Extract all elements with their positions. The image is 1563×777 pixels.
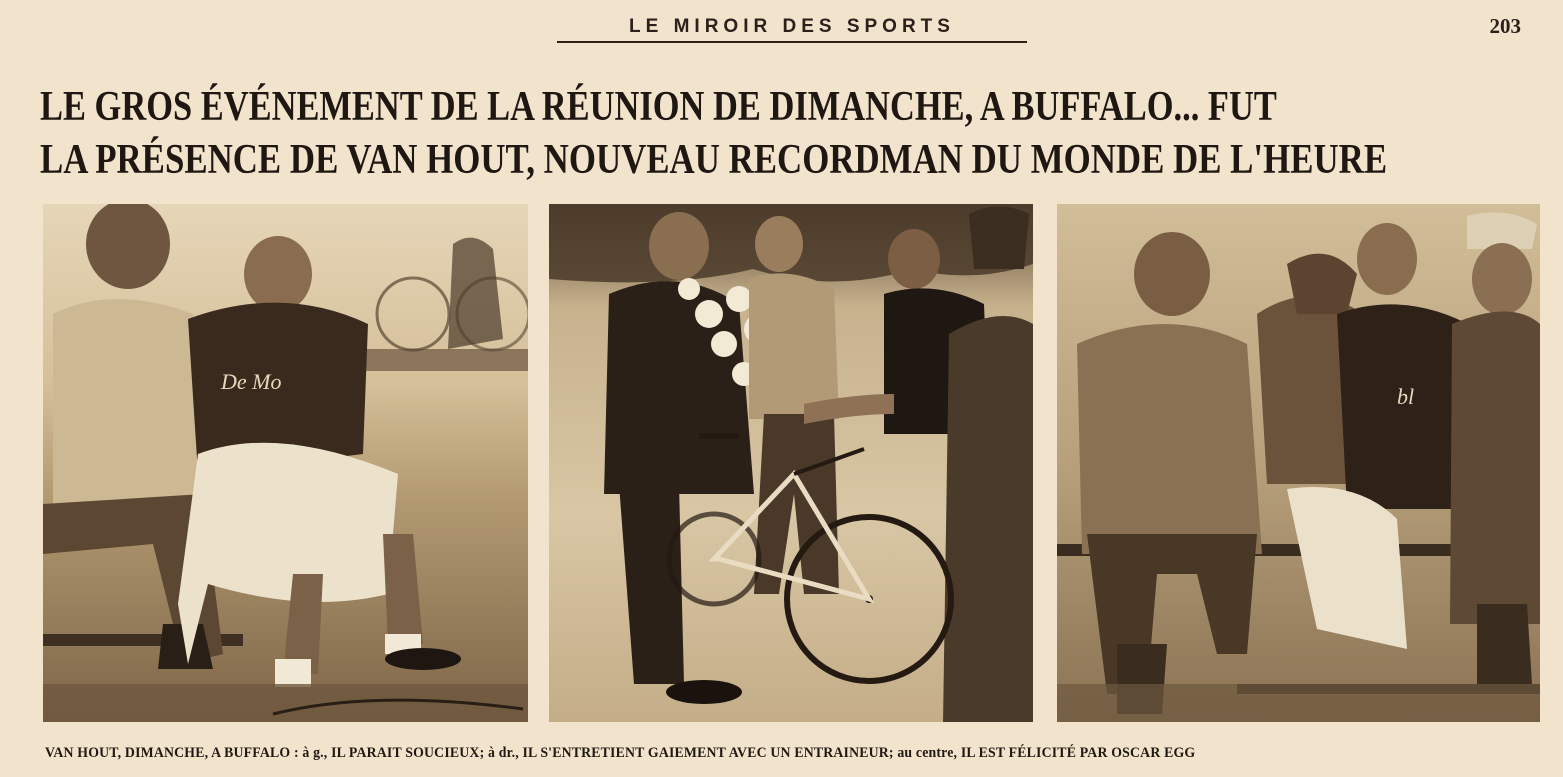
headline-line-2: LA PRÉSENCE DE VAN HOUT, NOUVEAU RECORDMAN DU MONDE DE L'HEURE	[40, 137, 1388, 183]
photo-right-image	[1057, 204, 1540, 722]
photo-left-image	[43, 204, 528, 722]
masthead-rule	[557, 41, 1027, 43]
page-number: 203	[1489, 14, 1521, 38]
jersey-lettering-left: De Mo	[221, 369, 282, 394]
photo-right	[1057, 204, 1540, 722]
masthead: LE MIROIR DES SPORTS	[629, 16, 955, 37]
photo-center-image	[549, 204, 1033, 722]
photo-left	[43, 204, 528, 722]
headline-line-1: LE GROS ÉVÉNEMENT DE LA RÉUNION DE DIMANCHE, A BUFFALO... FUT	[40, 84, 1277, 130]
photo-caption: VAN HOUT, DIMANCHE, A BUFFALO : à g., IL PARAIT SOUCIEUX; à dr., IL S'ENTRETIENT GAIEMENT AVEC UN ENTRAINEUR; au centre, IL EST FÉLICITÉ PAR OSCAR EGG	[45, 745, 1196, 761]
photo-center	[549, 204, 1033, 722]
jersey-lettering-right: bl	[1397, 384, 1415, 409]
